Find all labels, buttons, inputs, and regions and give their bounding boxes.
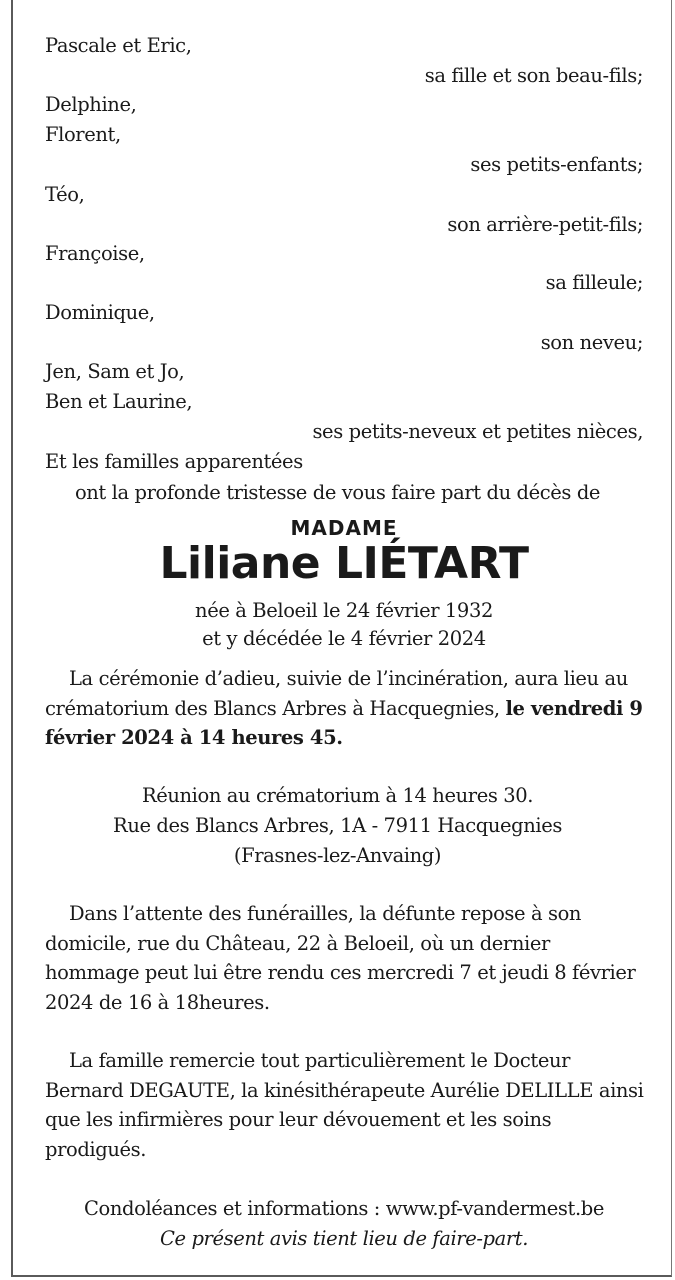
notice-line: Ce présent avis tient lieu de faire-part. [159,1227,529,1250]
family-name-line: Téo, [45,183,85,206]
repose-paragraph [45,899,645,1017]
families-line: Et les familles apparentées [45,450,303,473]
ceremony-date: le vendredi 9 février 2024 à 14 heures 45. [45,696,643,749]
family-relation: ses petits-enfants; [470,153,643,176]
death-line: et y décédée le 4 février 2024 [202,627,486,650]
condolences-line: Condoléances et informations : www.pf-vandermest.be [84,1197,604,1220]
ceremony-paragraph [45,664,645,753]
family-relation: sa filleule; [545,271,643,294]
deceased-name: Liliane LIÉTART [159,538,529,589]
locality-line: (Frasnes-lez-Anvaing) [233,844,442,867]
family-name-line: Françoise, [45,242,145,265]
family-relation: ses petits-neveux et petites nièces, [312,420,643,443]
thanks-text: La famille remercie tout particulièrement le Docteur Bernard DEGAUTE, la kinésithérapeute Aurélie DELILLE ainsi que les infirmières pour leur dévouement et les soins prodigués. [45,1049,644,1161]
thanks-paragraph [45,1046,645,1164]
family-name-line: Delphine, [45,93,137,116]
family-name-line: Dominique, [45,301,155,324]
family-name-line: Jen, Sam et Jo, [45,360,185,383]
family-relation: son neveu; [540,331,643,354]
family-relation: son arrière-petit-fils; [447,213,643,236]
family-relation: sa fille et son beau-fils; [424,64,643,87]
birth-line: née à Beloeil le 24 février 1932 [195,599,493,622]
ceremony-text: La cérémonie d’adieu, suivie de l’incinération, aura lieu au crématorium des Blancs Arbres à Hacquegnies, [45,667,628,720]
family-name-line: Pascale et Eric, [45,34,192,57]
repose-text: Dans l’attente des funérailles, la défunte repose à son domicile, rue du Château, 22 à Beloeil, où un dernier hommage peut lui être rendu ces mercredi 7 et jeudi 8 février 2024 de 16 à 18heures. [45,902,636,1014]
address-line: Rue des Blancs Arbres, 1A - 7911 Hacquegnies [113,814,562,837]
deceased-title: MADAME [290,516,398,540]
family-name-line: Florent, [45,123,121,146]
family-name-line: Ben et Laurine, [45,390,193,413]
meeting-line: Réunion au crématorium à 14 heures 30. [141,784,534,807]
announcement: ont la profonde tristesse de vous faire part du décès de [74,481,601,504]
